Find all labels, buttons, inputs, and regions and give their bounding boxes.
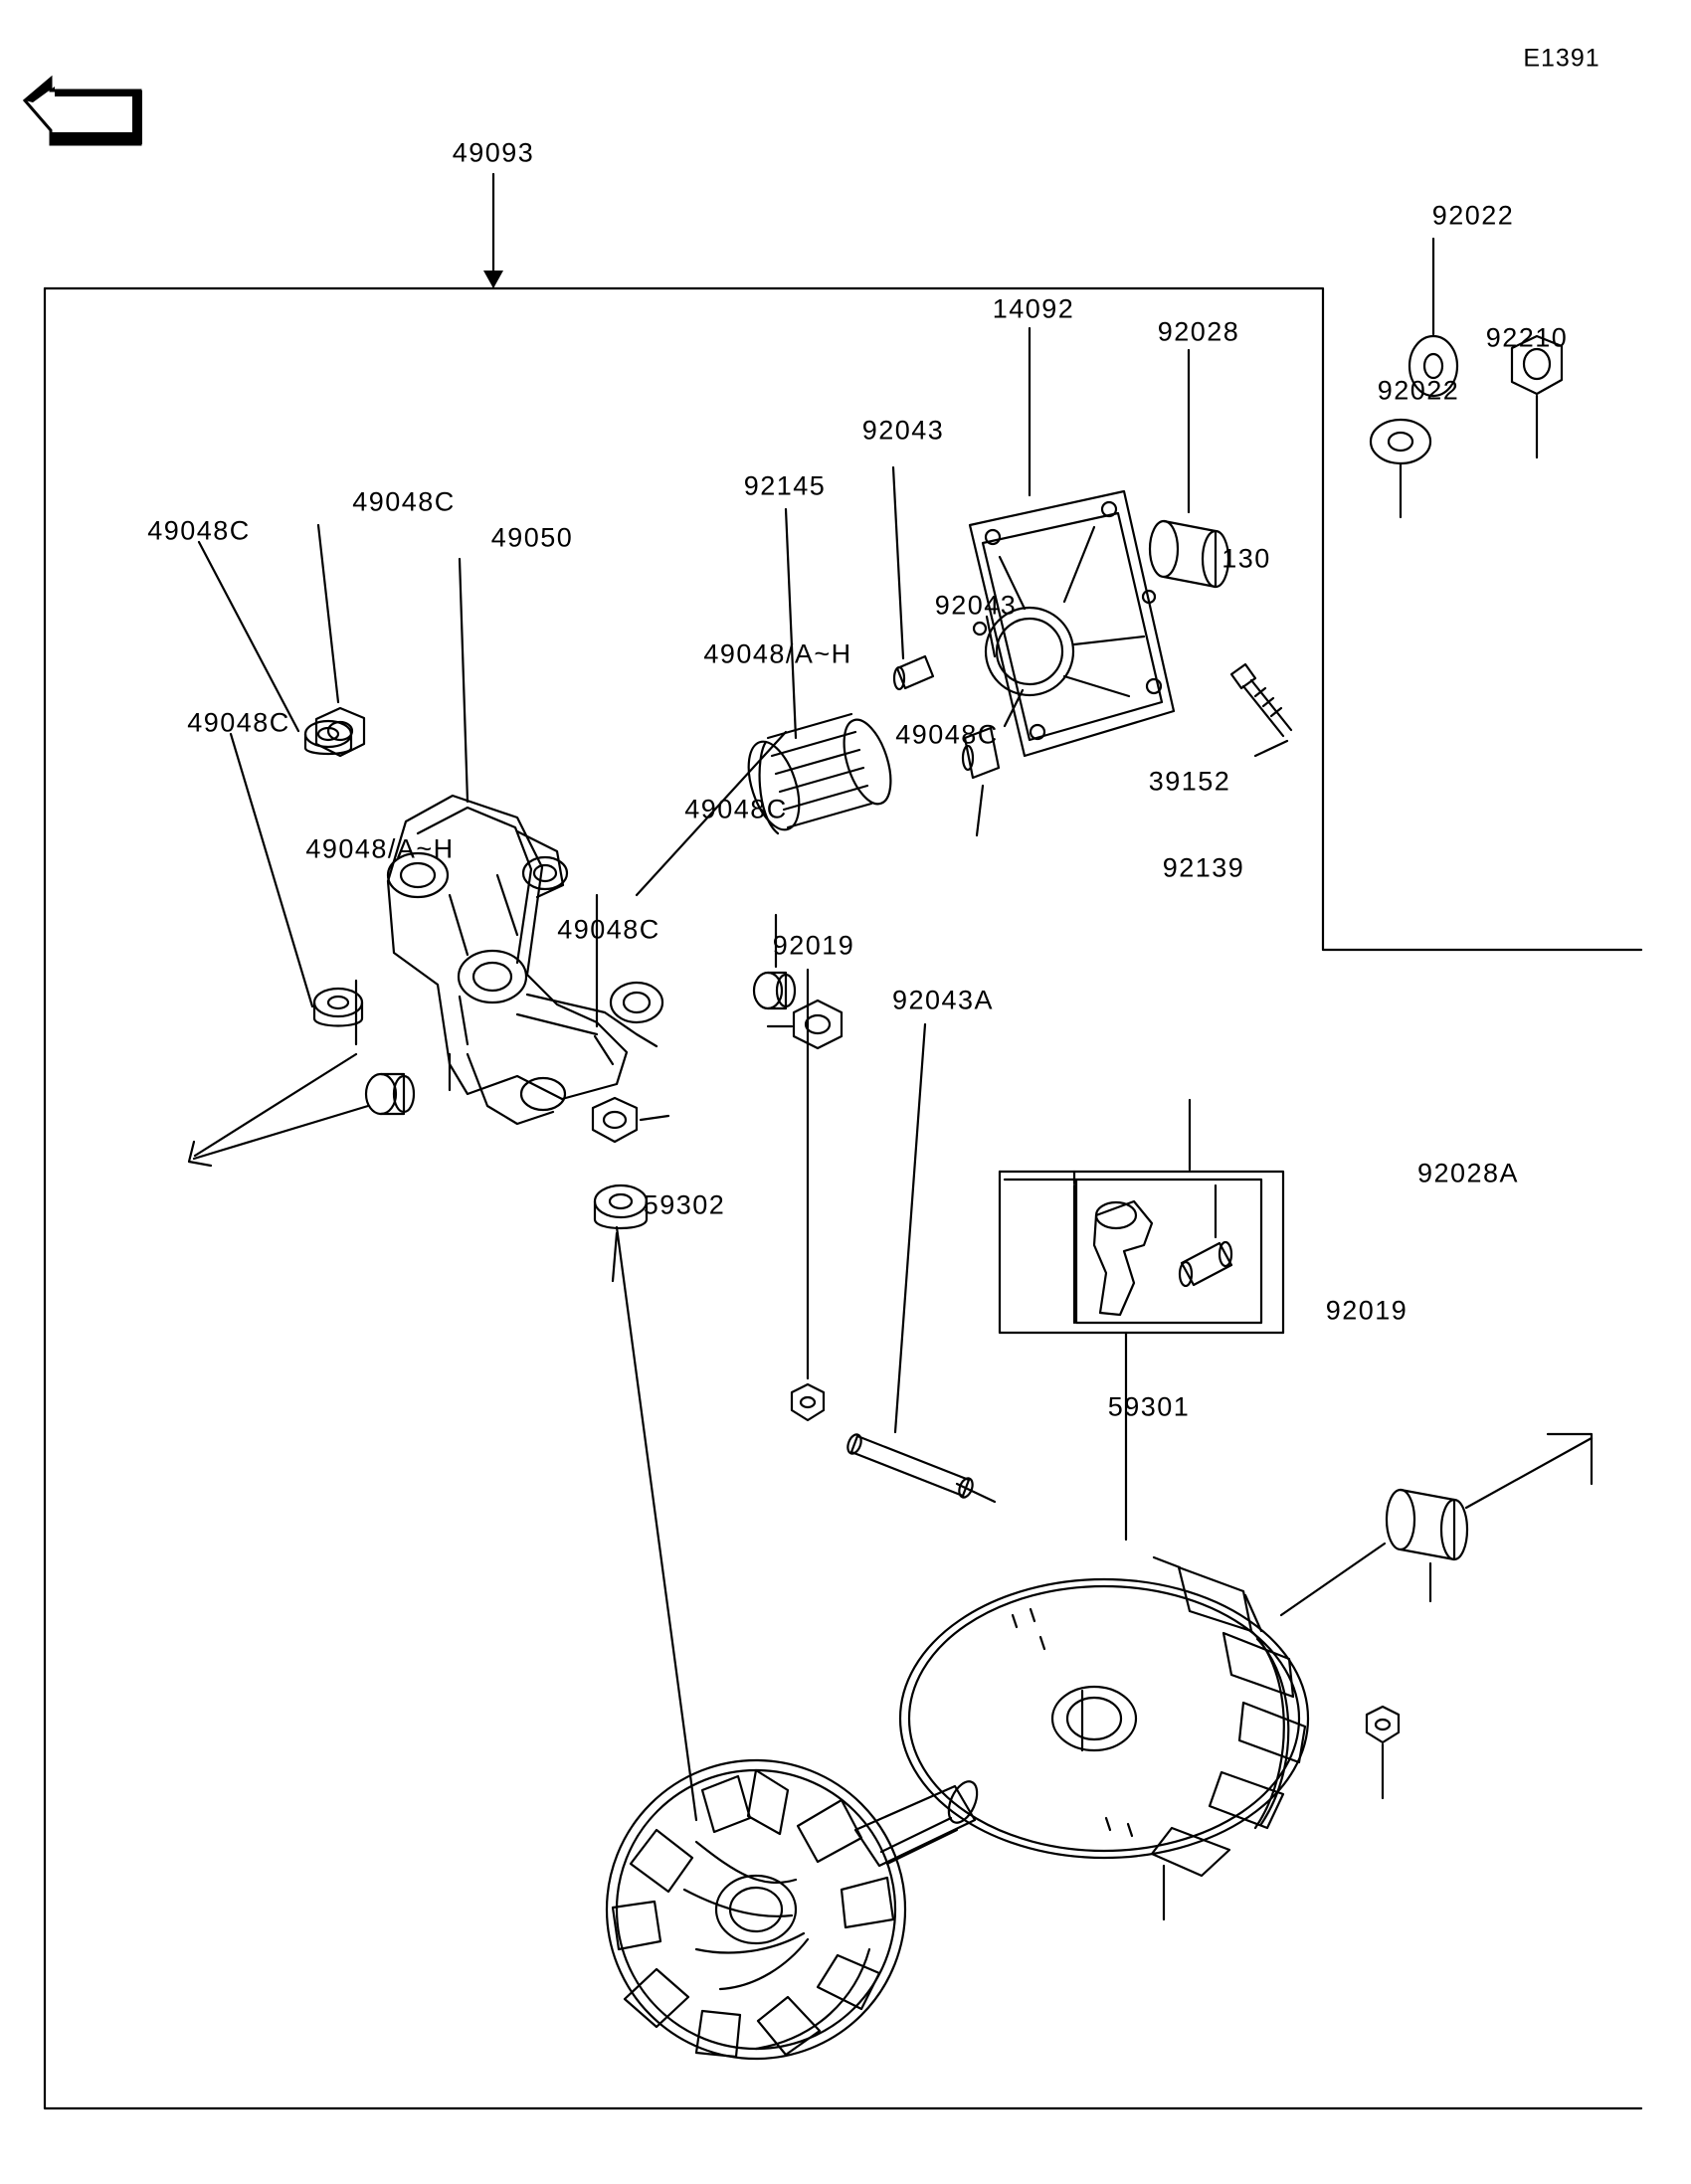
part-label-49050: 49050 bbox=[490, 522, 574, 553]
part-label-49048C-b: 49048C bbox=[147, 515, 251, 546]
part-label-92043-lower: 92043 bbox=[934, 590, 1018, 621]
part-label-39152: 39152 bbox=[1148, 766, 1231, 797]
part-label-49048AH-2: 49048/A~H bbox=[305, 833, 455, 864]
part-label-49048AH-1: 49048/A~H bbox=[703, 638, 852, 669]
part-label-92028A: 92028A bbox=[1416, 1158, 1520, 1188]
part-label-92043-upper: 92043 bbox=[861, 415, 945, 446]
part-label-59301: 59301 bbox=[1107, 1391, 1191, 1422]
part-label-92145: 92145 bbox=[743, 470, 827, 501]
part-label-92019-low: 92019 bbox=[1325, 1295, 1409, 1326]
part-label-92210: 92210 bbox=[1485, 322, 1569, 353]
part-label-92022-top: 92022 bbox=[1431, 200, 1515, 231]
part-label-49048C-a: 49048C bbox=[352, 486, 456, 517]
part-label-92019-top: 92019 bbox=[772, 930, 855, 961]
sheet-code: E1391 bbox=[1523, 44, 1600, 73]
part-label-59302: 59302 bbox=[643, 1189, 726, 1220]
part-label-49093: 49093 bbox=[452, 137, 535, 168]
part-label-92043A: 92043A bbox=[891, 985, 995, 1015]
part-label-49048C-c: 49048C bbox=[187, 707, 290, 738]
part-label-49048C-f: 49048C bbox=[557, 914, 660, 945]
part-label-130: 130 bbox=[1221, 543, 1271, 574]
part-label-92139: 92139 bbox=[1162, 852, 1245, 883]
part-label-92022-right: 92022 bbox=[1377, 375, 1460, 406]
part-label-14092: 14092 bbox=[992, 293, 1075, 324]
part-label-49048C-e: 49048C bbox=[684, 794, 788, 824]
part-label-92028: 92028 bbox=[1157, 316, 1240, 347]
part-label-49048C-d: 49048C bbox=[895, 719, 999, 750]
